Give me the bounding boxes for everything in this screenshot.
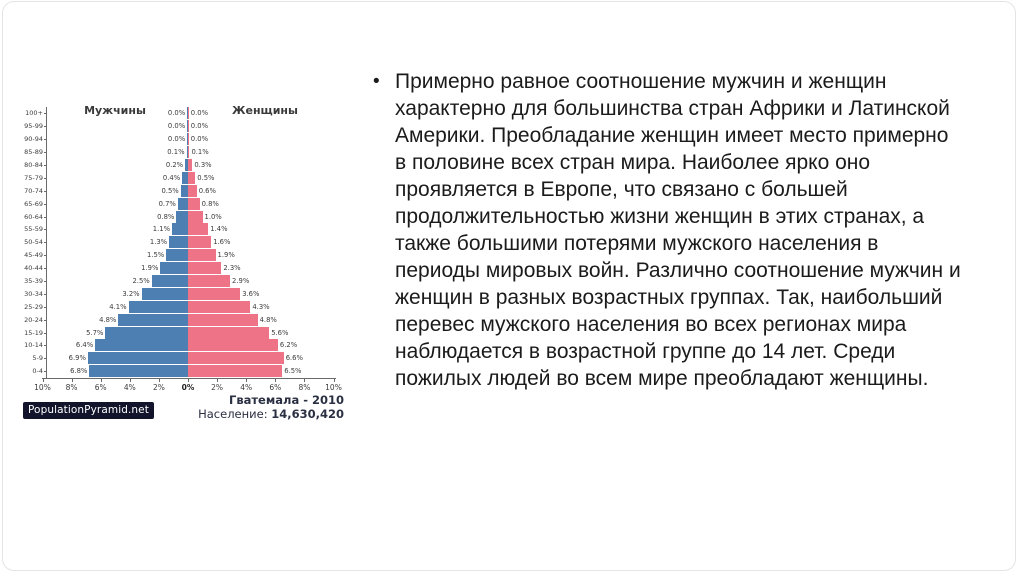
- pyramid-row: [23, 133, 335, 146]
- male-value-label: 1.5%: [146, 251, 165, 260]
- female-half: [188, 197, 335, 210]
- male-value-label: 6.9%: [68, 354, 86, 363]
- female-half: [188, 300, 335, 313]
- source-badge: PopulationPyramid.net: [23, 402, 154, 419]
- female-bar: [188, 133, 189, 145]
- male-bar: [142, 288, 188, 300]
- chart-caption: [198, 393, 344, 421]
- male-half: [46, 236, 188, 249]
- male-bar: [95, 339, 188, 351]
- pyramid-row: [23, 210, 335, 223]
- male-half: [46, 365, 188, 378]
- male-half: [46, 352, 188, 365]
- age-group-label: 65-69: [24, 199, 43, 208]
- pyramid-row: [23, 326, 335, 339]
- male-value-label: 4.1%: [109, 302, 127, 311]
- male-half: [46, 210, 188, 223]
- male-half: [46, 159, 188, 172]
- male-half: [46, 197, 188, 210]
- female-value-label: 1.4%: [210, 225, 228, 234]
- male-bar: [105, 327, 188, 339]
- female-bar: [188, 198, 200, 210]
- female-bar: [188, 120, 189, 132]
- female-bar: [188, 146, 189, 158]
- male-value-label: 0.0%: [167, 135, 186, 144]
- female-half: [188, 352, 335, 365]
- female-half: [188, 146, 335, 159]
- female-value-label: 2.3%: [223, 264, 241, 273]
- x-tick-label: 6%: [94, 383, 107, 392]
- pyramid-row: [23, 171, 335, 184]
- female-value-label: 6.5%: [284, 367, 302, 376]
- male-value-label: 6.8%: [70, 367, 88, 376]
- female-value-label: 2.9%: [232, 277, 250, 286]
- x-tick-mark: [275, 379, 276, 382]
- pyramid-row: [23, 236, 335, 249]
- female-half: [188, 210, 335, 223]
- male-value-label: 0.1%: [167, 148, 185, 157]
- female-bar: [188, 327, 269, 339]
- female-half: [188, 223, 335, 236]
- age-group-label: 40-44: [24, 264, 43, 273]
- pyramid-row: [23, 120, 335, 133]
- age-group-label: 25-29: [24, 302, 43, 311]
- female-bar: [188, 223, 208, 235]
- female-bar: [188, 159, 192, 171]
- male-half: [46, 171, 188, 184]
- male-half: [46, 313, 188, 326]
- age-group-label: 15-19: [24, 328, 43, 337]
- x-tick-mark: [43, 379, 44, 382]
- pyramid-row: [23, 107, 335, 120]
- age-group-label: 100+: [25, 109, 43, 118]
- female-half: [188, 365, 335, 378]
- male-half: [46, 287, 188, 300]
- pyramid-row: [23, 300, 335, 313]
- pyramid-row: [23, 146, 335, 159]
- age-group-label: 35-39: [24, 277, 43, 286]
- male-half: [46, 107, 188, 120]
- male-half: [46, 300, 188, 313]
- bullet-marker: •: [373, 71, 380, 92]
- pyramid-row: [23, 313, 335, 326]
- male-bar: [181, 185, 188, 197]
- pyramid-rows: [23, 107, 335, 378]
- x-tick-label: 6%: [269, 383, 282, 392]
- x-tick-mark: [334, 379, 335, 382]
- male-bar: [166, 249, 188, 261]
- female-half: [188, 133, 335, 146]
- age-group-label: 80-84: [24, 161, 43, 169]
- x-tick-label: 2%: [152, 383, 165, 392]
- female-value-label: 0.1%: [191, 148, 209, 157]
- female-value-label: 4.3%: [252, 302, 270, 311]
- female-bar: [188, 365, 282, 377]
- x-tick-label: 10%: [34, 383, 51, 392]
- male-value-label: 0.0%: [167, 122, 186, 131]
- male-half: [46, 120, 188, 133]
- female-value-label: 5.6%: [271, 328, 289, 337]
- pyramid-row: [23, 365, 335, 378]
- female-bar: [188, 236, 211, 248]
- male-bar: [178, 198, 188, 210]
- male-bar: [152, 275, 188, 287]
- female-value-label: 6.2%: [279, 341, 298, 350]
- pyramid-row: [23, 352, 335, 365]
- age-group-label: 75-79: [24, 173, 43, 182]
- female-half: [188, 184, 335, 197]
- pyramid-row: [23, 287, 335, 300]
- male-value-label: 1.3%: [149, 238, 168, 247]
- x-tick-label: 8%: [65, 383, 78, 392]
- pyramid-row: [23, 275, 335, 288]
- age-group-label: 0-4: [32, 367, 43, 376]
- pyramid-row: [23, 184, 335, 197]
- male-bar: [176, 211, 188, 223]
- female-value-label: 0.0%: [190, 122, 209, 131]
- male-value-label: 2.5%: [132, 277, 150, 286]
- female-value-label: 1.0%: [204, 212, 222, 221]
- pyramid-row: [23, 249, 335, 262]
- female-half: [188, 262, 335, 275]
- female-value-label: 1.6%: [213, 238, 231, 247]
- female-half: [188, 326, 335, 339]
- female-half: [188, 159, 335, 172]
- age-group-label: 55-59: [24, 225, 43, 234]
- female-value-label: 6.6%: [285, 354, 303, 363]
- female-value-label: 0.8%: [201, 199, 219, 208]
- male-bar: [88, 352, 188, 364]
- pyramid-row: [23, 159, 335, 172]
- male-value-label: 5.7%: [86, 328, 104, 337]
- pyramid-row: [23, 339, 335, 352]
- female-value-label: 0.6%: [198, 186, 216, 195]
- female-bar: [188, 172, 195, 184]
- female-bar: [188, 301, 250, 313]
- female-half: [188, 313, 335, 326]
- male-value-label: 4.8%: [99, 315, 117, 324]
- male-half: [46, 146, 188, 159]
- female-value-label: 0.0%: [190, 135, 209, 144]
- age-group-label: 90-94: [24, 135, 43, 144]
- male-half: [46, 275, 188, 288]
- bullet-paragraph-block: [373, 68, 961, 392]
- male-value-label: 1.9%: [141, 264, 159, 273]
- female-bar: [188, 288, 240, 300]
- female-bar: [188, 314, 258, 326]
- male-half: [46, 249, 188, 262]
- age-group-label: 30-34: [24, 289, 43, 298]
- female-value-label: 0.5%: [197, 173, 215, 182]
- female-value-label: 0.3%: [194, 161, 212, 169]
- male-bar: [129, 301, 188, 313]
- x-tick-mark: [304, 379, 305, 382]
- pyramid-row: [23, 197, 335, 210]
- x-tick-mark: [159, 379, 160, 382]
- female-value-label: 3.6%: [242, 289, 260, 298]
- age-group-label: 10-14: [24, 341, 43, 350]
- x-tick-mark: [130, 379, 131, 382]
- x-tick-label: 2%: [211, 383, 224, 392]
- female-half: [188, 120, 335, 133]
- female-bar: [188, 185, 197, 197]
- paragraph-text: Примерно равное соотношение мужчин и женщин характерно для большинства стран Африки и Латинской Америки. Преобладание женщин имеет место примерно в половине всех стран мира. Наиболее ярко оно проявляется в Европе, что связано с большей продолжительностью жизни женщин в этих странах, а также большими потерями мужского населения в периоды мировых войн. Различно соотношение мужчин и женщин в разных возрастных группах. Так, наибольший перевес мужского населения во всех регионах мира наблюдается в возрастной группе до 14 лет. Среди пожилых людей во всем мире преобладают женщины.: [395, 70, 961, 390]
- male-half: [46, 339, 188, 352]
- female-half: [188, 275, 335, 288]
- x-tick-mark: [101, 379, 102, 382]
- age-group-label: 20-24: [24, 315, 43, 324]
- female-bar: [188, 249, 216, 261]
- female-bar: [188, 211, 203, 223]
- age-group-label: 60-64: [24, 212, 43, 221]
- female-value-label: 4.8%: [259, 315, 277, 324]
- female-value-label: 1.9%: [217, 251, 235, 260]
- age-group-label: 5-9: [32, 354, 43, 363]
- age-group-label: 95-99: [24, 122, 43, 131]
- female-bar: [188, 275, 230, 287]
- male-value-label: 0.0%: [167, 109, 186, 118]
- chart-title: Гватемала - 2010: [229, 393, 344, 407]
- male-half: [46, 326, 188, 339]
- male-half: [46, 223, 188, 236]
- male-value-label: 0.5%: [161, 186, 179, 195]
- population-line: [198, 407, 344, 421]
- male-value-label: 0.8%: [157, 212, 175, 221]
- female-half: [188, 339, 335, 352]
- female-half: [188, 171, 335, 184]
- male-bar: [169, 236, 188, 248]
- male-value-label: 0.4%: [162, 173, 181, 182]
- male-bar: [118, 314, 188, 326]
- x-tick-label: 4%: [123, 383, 136, 392]
- male-bar: [89, 365, 188, 377]
- female-column-header: Женщины: [232, 104, 298, 117]
- x-tick-mark: [217, 379, 218, 382]
- male-column-header: Мужчины: [84, 104, 146, 117]
- male-bar: [172, 223, 188, 235]
- x-tick-label: 10%: [325, 383, 342, 392]
- population-label: Население:: [198, 407, 268, 422]
- age-group-label: 50-54: [24, 238, 43, 247]
- male-value-label: 6.4%: [75, 341, 94, 350]
- female-half: [188, 249, 335, 262]
- female-bar: [188, 107, 189, 119]
- female-half: [188, 107, 335, 120]
- male-value-label: 1.1%: [152, 225, 171, 234]
- pyramid-row: [23, 223, 335, 236]
- x-tick-mark: [188, 379, 189, 382]
- female-half: [188, 287, 335, 300]
- x-tick-mark: [246, 379, 247, 382]
- female-half: [188, 236, 335, 249]
- male-half: [46, 262, 188, 275]
- male-half: [46, 133, 188, 146]
- x-tick-label: 4%: [240, 383, 253, 392]
- male-bar: [160, 262, 188, 274]
- slide-canvas: [2, 1, 1016, 571]
- pyramid-row: [23, 262, 335, 275]
- x-tick-mark: [72, 379, 73, 382]
- male-value-label: 0.2%: [165, 161, 184, 169]
- population-value: 14,630,420: [271, 407, 344, 422]
- x-tick-label: 0%: [181, 383, 195, 392]
- age-group-label: 85-89: [24, 148, 43, 157]
- female-value-label: 0.0%: [190, 109, 209, 118]
- population-pyramid-chart: [23, 101, 368, 431]
- female-bar: [188, 352, 284, 364]
- male-value-label: 0.7%: [158, 199, 176, 208]
- age-group-label: 45-49: [24, 251, 43, 260]
- x-tick-label: 8%: [298, 383, 311, 392]
- male-half: [46, 184, 188, 197]
- female-bar: [188, 262, 221, 274]
- female-bar: [188, 339, 278, 351]
- male-value-label: 3.2%: [122, 289, 140, 298]
- age-group-label: 70-74: [24, 186, 43, 195]
